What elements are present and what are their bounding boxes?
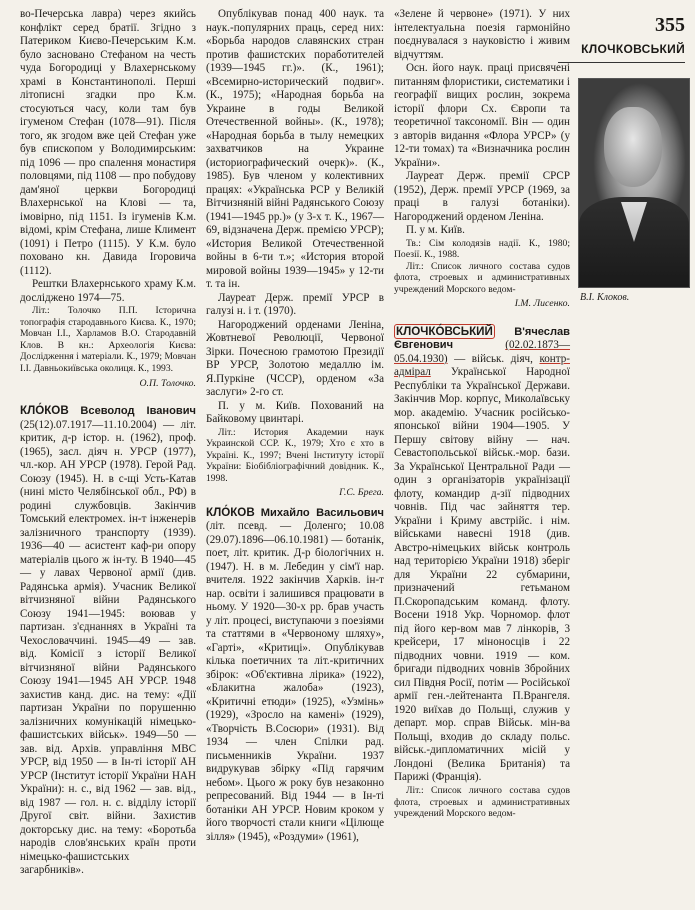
portrait-face	[604, 107, 662, 187]
literature-list: Літ.: История Академии наук Украинской ССР. К., 1979; Хто є хто в Україні. К., 1997; Вчені Інституту історії України: Біобібліографічний довідник. К., 1998.	[206, 426, 384, 484]
entry-headword: КЛО́КОВ	[206, 505, 255, 519]
author-signature: І.М. Лисенко.	[514, 298, 570, 310]
entry-continuation-text: во-Печерська лавра) через якийсь конфлікт серед братії. Згідно з Патериком Києво-Печерським К.м. було засновано Стефаном на честь чуда Богородиці у Влахернському храмі в Константинополі. Перші літописні згадки про К.м. стосуються часу, коли там був ігуменом Стефан (1078—91). Після того, як згодом вже цей Стефан уже був єпископом у Володимирським: під 1096 — про спалення монастиря половцями, під 1108 — про побудову дам'яної церкви Богородиці Влахернської на Клові — та, імовірно, під 1151. Із ігуменів К.м. відомі, крім Стефана, лише Климент (1091) і Петро (1115). У К.м. було поховано кн. Давида Ігоровича (1112).	[20, 8, 197, 277]
entry-body: (літ. псевд. — Доленго; 10.08 (29.07).1896—06.10.1981) — ботанік, поет, літ. критик. Д-р біологічних н. (1947). Н. в м. Лебедин у сім'ї нар. вчителя. 1922 закінчив Харків. ін-т нар. освіти і залишився працювати в ньому. У 1920—30-х рр. брав участь у літ. процесі, виступаючи з поезіями та статтями в «Червоному шляху», «Гарті», «Критиці». Опублікував кілька поетичних та літ.-критичних збірок: «Об'єктивна лірика» (1922), «Блакитна жалоба» (1923), «Критичні етюди» (1925), «Узмінь» (1929), «Зросло на камені» (1929), «Творчість В.Сосюри» (1931). Від 1934 — член Спілки рад. письменників України. 1937 видрукував збірку «Під гарячим небом». Цього ж року був незаконно репресований. Від 1944 — в Ін-ті ботаніки АН УРСР. Новим кроком у його творчості стали книги «Цілюще зілля» (1945), «Роздуми» (1961),	[206, 520, 384, 843]
entry-paragraph: П. у м. Київ. Похований на Байковому цвинтарі.	[206, 399, 384, 425]
entry-given-name: Всеволод Іванович	[80, 405, 196, 418]
portrait-photo	[578, 78, 690, 288]
entry-headword-marked: КЛОЧКО́ВСЬКИЙ	[396, 324, 493, 338]
entry-body: Української Народної Республіки та Української Держави. Закінчив Мор. корпус, Миколаївську мор. академію. Учасник російсько-японської війни 1904—1905. У Першу світову війну — нач. Севастопольської військ.-мор. бази. За Української Центральної Ради — один з організаторів українізації флоту, командир д-зії підводних човнів. Під час зайняття тер. України і Криму австрійс. і нім. військами навесні 1918 (див. Австро-німецьких військ контроль над територією України 1918) зберіг для України 22 субмарини, призначений гетьманом П.Скоропадським команд. флоту. Восени 1918 Укр. Чорномор. флот під його кер-вом мав 7 лінкорів, 3 крейсери, 17 міноносців і 22 підводних човни. 1919 — ком. бригади підводних човнів Збройних сил Півдня Росії, потім — Російської армії ген.-лейтенанта П.Врангеля. 1920 виїхав до Польщі, служив у департ. мор. справ Військ. мін-ва Польщі, входив до складу польс. військ.-дипломатичних місій у Лондоні (Велика Британія) та Парижі (Франція).	[394, 366, 570, 784]
entry-mykhailo-klokov	[206, 506, 384, 845]
entry-paragraph: Опублікував понад 400 наук. та наук.-популярних праць, серед них: «Борьба народов славянских стран против фашистских поработителей (1939—1945 гг.)». (К., 1961); «Всемирно-исторический подвиг». (К., 1975); «Народная борьба на Украине в годы Великой Отечественной войны». (К., 1978); «Народная борьба в тылу немецких захватчиков на Украине (историографический очерк)». (К., 1985). Був членом у колективних працях: «Українська РСР у Великій Вітчизняній війні Радянського Союзу (1941—1945 рр.)» (у 3-х т. К., 1967—69, відзначена Держ. премією УРСР); «История Великой Отечественной войны в 6-ти т.»; «История второй мировой войны 1939—1945» у 12-ти т. та ін.	[206, 8, 384, 290]
running-head: КЛОЧКОВСЬКИЙ	[581, 42, 685, 56]
entry-paragraph: Осн. його наук. праці присвячені питанням флористики, систематики і географії вищих рослин, зокрема історії флори Сх. Європи та теоретичної таксономії. Він — один з авторів видання «Флора УРСР» (у 12-ти томах) та «Визначника рослин України».	[394, 62, 570, 169]
author-signature: О.П. Толочко.	[139, 377, 196, 389]
column-1	[20, 8, 196, 878]
entry-given-name: В'ячеслав Євгенович	[394, 325, 570, 352]
entry-paragraph: Лауреат Держ. премії УРСР в галузі н. і т. (1970).	[206, 291, 384, 317]
entry-headword: КЛО́КОВ	[20, 404, 69, 418]
header-divider	[558, 62, 685, 63]
works-list: Тв.: Сім колодязів надії. К., 1980; Поезії. К., 1988.	[394, 237, 570, 261]
entry-continuation-text: «Зелене й червоне» (1971). У них інтелектуальна поезія гармонійно поєднувалася з науковістю і живим відчуттям.	[394, 8, 570, 61]
entry-paragraph: Рештки Влахернського храму К.м. досліджено 1974—75.	[20, 278, 196, 304]
literature-list: Літ.: Толочко П.П. Історична топографія стародавнього Києва. К., 1970; Мовчан І.І., Харламов В.О. Стародавній Клов. В кн.: Археологія Києва: Дослідження і матеріали. К., 1979; Мовчан І.І. Давньокиївська околиця. К., 1993.	[20, 305, 196, 374]
entry-paragraph: Нагороджений орденами Леніна, Жовтневої Революції, Червоної Зірки. Почесною грамотою Президії ВР УРСР, Золотою медаллю ім. Я.Пуркіне (ЧССР), орденом «За заслуги» 2-го ст.	[206, 318, 384, 398]
literature-list: Літ.: Список личного состава судов флота, строевых и административных учреждений Морского ведом-	[394, 784, 570, 820]
entry-vsevolod-klokov	[20, 404, 196, 878]
column-2	[206, 8, 384, 844]
entry-klochkovskyi	[394, 325, 570, 785]
page-number: 355	[655, 14, 685, 36]
author-signature: Г.С. Брега.	[339, 487, 384, 499]
entry-dates-underlined: (02.02.1873—05.04.1930)	[394, 339, 570, 365]
entry-paragraph: Лауреат Держ. премії СРСР (1952), Держ. премії УРСР (1969, за праці в галузі ботаніки). Нагороджений орденом Леніна.	[394, 170, 570, 223]
column-3	[394, 8, 570, 820]
photo-caption: В.І. Клоков.	[580, 292, 630, 303]
entry-given-name: Михайло Васильович	[260, 506, 384, 519]
entry-paragraph: П. у м. Київ.	[406, 224, 465, 236]
entry-body: — військ. діяч,	[454, 352, 533, 365]
entry-body: (25(12).07.1917—11.10.2004) — літ. критик, д-р істор. н. (1962), проф. (1965), засл. діяч н. УРСР (1977), чл.-кор. АН УРСР (1978). Герой Рад. Союзу (1945). Н. в с-щі Усть-Катав (нині місто Челябінської обл., РФ) в родині службовців. Закінчив Томський електромех. ін-т інженерів залізничного транспорту (1939). 1936—40 — асистент каф-ри опору матеріалів цього ж ін-ту. В 1940—45 — у лавах Червоної армії (див. Радянська армія). Учасник Великої вітчизняної війни Радянського Союзу 1941—1945: воював у партизан. з'єднаннях в Україні та Чехословаччині. 1945—49 — зав. від. Комісії з історії Великої вітчизняної війни Радянського Союзу 1941—1945 АН УРСР. 1948 захистив канд. дис. на тему: «Дії партизан України по порушенню залізничних комунікацій німецько-фашистських військ». 1949—50 — зав. від. Архів. управління МВС УРСР, від 1950 — в Ін-ті історії АН УРСР (Інститут історії України НАН України): н. с., від 1962 — зав. від., від 1987 — гол. н. с. відділу історії Другої світ. війни. Захистив докторську дис. на тему: «Боротьба народів слов'янських країн проти німецько-фашистських загарбників».	[20, 418, 196, 877]
entry-rank-underlined: контр-адмірал	[394, 352, 570, 379]
literature-list: Літ.: Список личного состава судов флота, строевых и административных учреждений Морского ведом-	[394, 260, 570, 295]
